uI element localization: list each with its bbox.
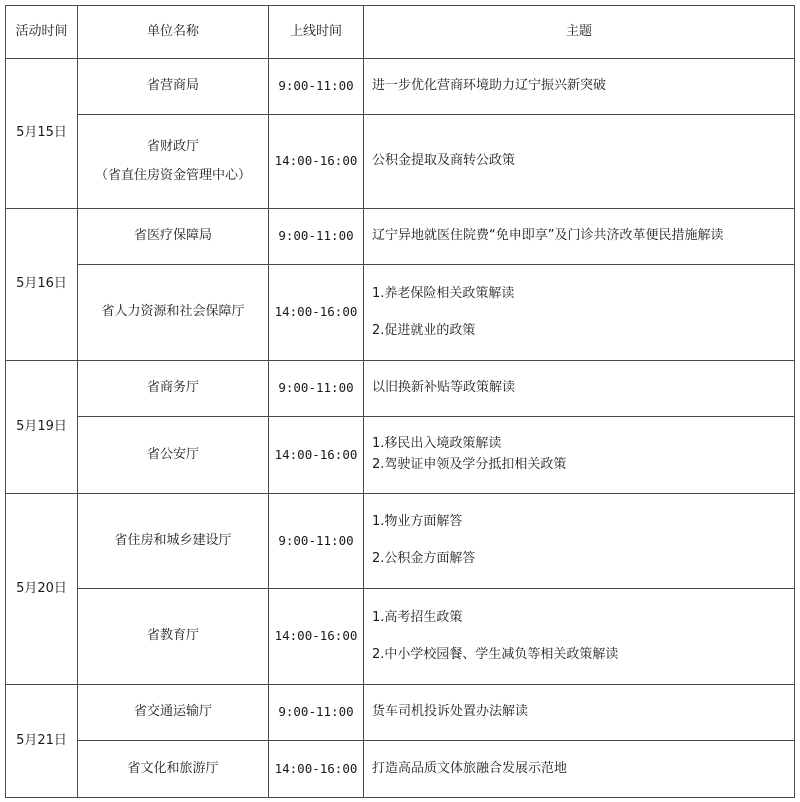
- time-cell: 9:00-11:00: [269, 59, 364, 115]
- topic-cell: [364, 265, 795, 361]
- unit-cell: 省营商局: [78, 59, 269, 115]
- unit-cell: 省教育厅: [78, 589, 269, 685]
- header-topic: 主题: [364, 6, 795, 59]
- header-date: 活动时间: [6, 6, 78, 59]
- unit-line: （省直住房资金管理中心）: [94, 167, 251, 183]
- topic-line: 1.高考招生政策: [372, 609, 463, 625]
- topic-line: 2.中小学校园餐、学生减负等相关政策解读: [372, 646, 619, 662]
- header-unit: 单位名称: [78, 6, 269, 59]
- date-cell: 5月20日: [6, 494, 78, 685]
- schedule-table: [5, 5, 795, 798]
- topic-cell: 进一步优化营商环境助力辽宁振兴新突破: [364, 59, 795, 115]
- table-row: [6, 494, 795, 589]
- unit-cell: [78, 115, 269, 209]
- time-cell: 14:00-16:00: [269, 589, 364, 685]
- topic-line: 1.物业方面解答: [372, 514, 463, 530]
- unit-cell: 省住房和城乡建设厅: [78, 494, 269, 589]
- time-cell: 14:00-16:00: [269, 741, 364, 798]
- unit-cell: 省文化和旅游厅: [78, 741, 269, 798]
- topic-cell: 以旧换新补贴等政策解读: [364, 361, 795, 417]
- date-cell: 5月21日: [6, 685, 78, 798]
- table-row: [6, 589, 795, 685]
- time-cell: 9:00-11:00: [269, 361, 364, 417]
- date-cell: 5月16日: [6, 209, 78, 361]
- topic-line: 2.驾驶证申领及学分抵扣相关政策: [372, 457, 567, 472]
- topic-cell: 公积金提取及商转公政策: [364, 115, 795, 209]
- unit-line: 省财政厅: [146, 138, 199, 154]
- header-time: 上线时间: [269, 6, 364, 59]
- time-cell: 9:00-11:00: [269, 209, 364, 265]
- topic-cell: [364, 494, 795, 589]
- table-row: [6, 209, 795, 265]
- time-cell: 14:00-16:00: [269, 265, 364, 361]
- date-cell: 5月15日: [6, 59, 78, 209]
- table-row: [6, 417, 795, 494]
- table-row: [6, 685, 795, 741]
- topic-cell: [364, 589, 795, 685]
- date-cell: 5月19日: [6, 361, 78, 494]
- unit-cell: 省交通运输厅: [78, 685, 269, 741]
- table-row: [6, 361, 795, 417]
- time-cell: 9:00-11:00: [269, 494, 364, 589]
- topic-cell: 货车司机投诉处置办法解读: [364, 685, 795, 741]
- header-row: [6, 6, 795, 59]
- unit-cell: 省商务厅: [78, 361, 269, 417]
- time-cell: 14:00-16:00: [269, 417, 364, 494]
- topic-cell: [364, 417, 795, 494]
- time-cell: 9:00-11:00: [269, 685, 364, 741]
- unit-cell: 省医疗保障局: [78, 209, 269, 265]
- topic-line: 1.养老保险相关政策解读: [372, 285, 515, 301]
- topic-line: 1.移民出入境政策解读: [372, 436, 502, 452]
- time-cell: 14:00-16:00: [269, 115, 364, 209]
- table-row: [6, 115, 795, 209]
- topic-line: 2.公积金方面解答: [372, 551, 476, 566]
- topic-line: 2.促进就业的政策: [372, 322, 476, 338]
- table-row: [6, 59, 795, 115]
- topic-cell: 辽宁异地就医住院费“免申即享”及门诊共济改革便民措施解读: [364, 209, 795, 265]
- table-row: [6, 741, 795, 798]
- topic-cell: 打造高品质文体旅融合发展示范地: [364, 741, 795, 798]
- unit-cell: 省人力资源和社会保障厅: [78, 265, 269, 361]
- table-row: [6, 265, 795, 361]
- unit-cell: 省公安厅: [78, 417, 269, 494]
